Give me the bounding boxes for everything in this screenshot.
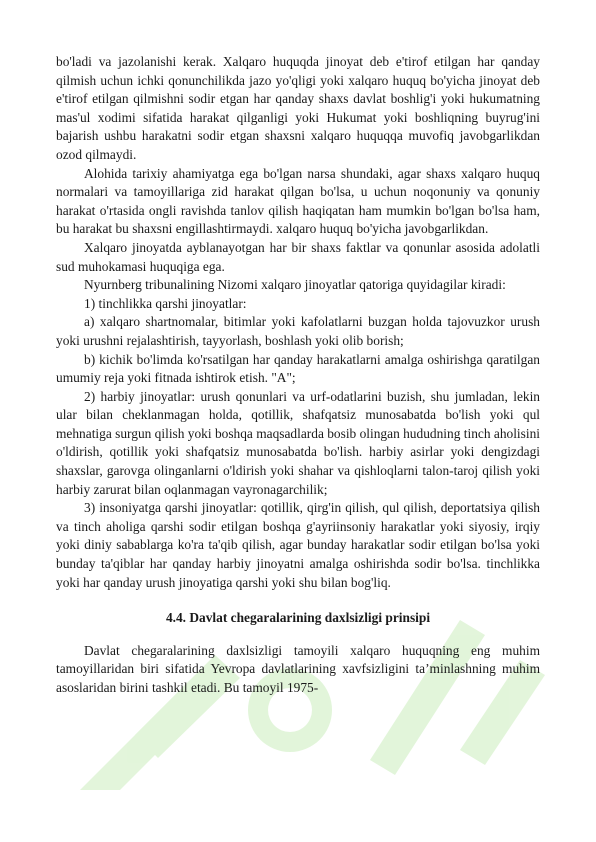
paragraph-3: Xalqaro jinoyatda ayblanayotgan har bir shaxs faktlar va qonunlar asosida adolatli sud muhokamasi huquqiga ega. bbox=[56, 239, 540, 274]
final-paragraph: Davlat chegaralarining daxlsizligi tamoyili xalqaro huquqning eng muhim tamoyillaridan biri sifatida Yevropa davlatlarining xavfsizligini ta’minlashning muhim asoslaridan birini tashkil etadi. Bu tamoyil 1975- bbox=[56, 642, 540, 695]
list-item-2: 2) harbiy jinoyatlar: urush qonunlari va urf-odatlarini buzish, shu jumladan, lekin ular bilan cheklanmagan holda, qotillik, shafqatsiz munosabatda bo'lish yoki qul mehnatiga surgun qilish yoki boshqa maqsadlarda bosib olingan hududning tinch aholisini o'ldirish, qotillik yoki shafqatsiz munosabatda bo'lish. harbiy asirlar yoki dengizdagi shaxslar, garovga olinganlarni o'ldirish yoki shahar va qishloqlarni talon-taroj qilish yoki harbiy zarurat bilan oqlanmagan vayronagarchilik; bbox=[56, 388, 540, 497]
paragraph-4: Nyurnberg tribunalining Nizomi xalqaro jinoyatlar qatoriga quyidagilar kiradi: bbox=[84, 277, 506, 293]
list-item-1: 1) tinchlikka qarshi jinoyatlar: bbox=[84, 295, 247, 311]
paragraph-2: Alohida tarixiy ahamiyatga ega bo'lgan narsa shundaki, agar shaxs xalqaro huquq normalari va tamoyillariga zid harakat qilgan bo'lsa, u uchun noqonuniy va qonuniy harakat o'rtasida ongli ravishda tanlov qilish haqiqatan ham mumkin bo'lgan bo'lsa ham, bu harakat bu shaxsni engillashtirmaydi. xalqaro huquq bo'yicha javobgarlikdan. bbox=[56, 165, 540, 237]
list-item-1b: b) kichik bo'limda ko'rsatilgan har qanday harakatlarni amalga oshirishga qaratilgan umumiy reja yoki fitnada ishtirok etish. "A"; bbox=[56, 351, 540, 386]
document-body bbox=[56, 53, 540, 698]
list-item-1a: a) xalqaro shartnomalar, bitimlar yoki kafolatlarni buzgan holda tajovuzkor urush yoki urushni rejalashtirish, tayyorlash, boshlash yoki olib borish; bbox=[56, 314, 540, 348]
list-item-3: 3) insoniyatga qarshi jinoyatlar: qotillik, qirg'in qilish, qul qilish, deportatsiya qilish va tinch aholiga qarshi sodir etilgan boshqa g'ayriinsoniy harakatlar yoki siyosiy, irqiy yoki diniy sabablarga ko'ra ta'qib qilish, agar bunday harakatlar sodir etilgan bo'lsa yoki bunday ta'qiblar har qanday harbiy jinoyatni amalga oshirishda sodir bo'lsa. tinchlikka yoki har qanday urush jinoyatiga qarshi yoki shu bilan bog'liq. bbox=[56, 500, 540, 590]
paragraph-1: bo'ladi va jazolanishi kerak. Xalqaro huquqda jinoyat deb e'tirof etilgan har qanday qilmish uchun ichki qonunchilikda jazo yo'qligi yoki xalqaro huquq bo'yicha jinoyat deb e'tirof etilgan qilmishni sodir etgan har qanday shaxs davlat boshlig'i yoki hukumatning mas'ul xodimi sifatida harakat qilganligi yoki Hukumat yoki boshliqning buyrug'ini bajarish ushbu harakatni sodir etgan shaxsni xalqaro huquqqa muvofiq javobgarlikdan ozod qilmaydi. bbox=[56, 54, 540, 162]
section-heading: 4.4. Davlat chegaralarining daxlsizligi prinsipi bbox=[165, 610, 431, 626]
